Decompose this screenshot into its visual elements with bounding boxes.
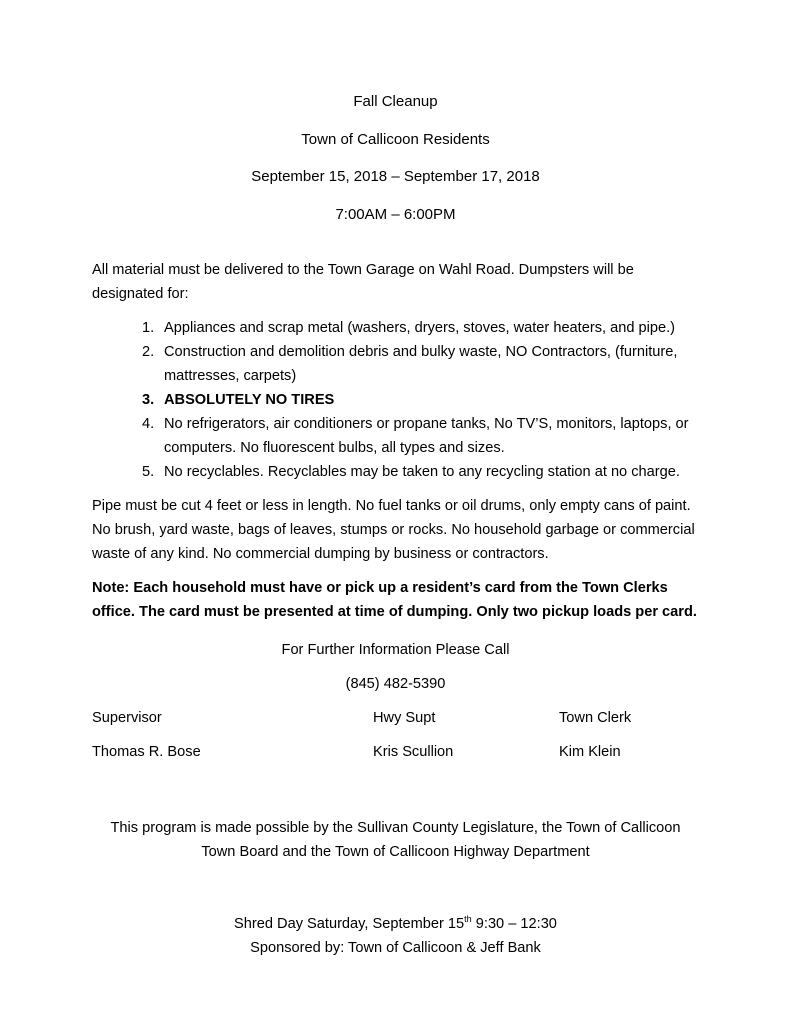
- heading-hours: 7:00AM – 6:00PM: [335, 205, 456, 223]
- list-item-text: No recyclables. Recyclables may be taken to any recycling station at no charge.: [164, 464, 680, 480]
- contact-name-hwy-supt: Kris Scullion: [373, 744, 454, 760]
- spacer: [92, 624, 699, 638]
- list-item: [92, 316, 699, 340]
- spacer-cell: [92, 730, 373, 740]
- spacer-cell: [373, 730, 559, 740]
- heading-audience: Town of Callicoon Residents: [301, 130, 490, 148]
- list-item-text: ABSOLUTELY NO TIRES: [164, 392, 335, 408]
- heading-block: [92, 0, 699, 222]
- note-paragraph: Note: Each household must have or pick up a resident’s card from the Town Clerks office. The card must be presented at time of dumping. Only two pickup loads per card.: [92, 580, 697, 620]
- contact-name-supervisor: Thomas R. Bose: [92, 744, 201, 760]
- contact-phone: (845) 482-5390: [345, 676, 446, 692]
- spacer: [92, 484, 699, 494]
- intro-paragraph: All material must be delivered to the Town Garage on Wahl Road. Dumpsters will be designated for:: [92, 262, 634, 302]
- spacer: [92, 796, 699, 816]
- list-item: [92, 412, 699, 460]
- heading-dates: September 15, 2018 – September 17, 2018: [251, 168, 540, 185]
- spacer: [92, 566, 699, 576]
- list-marker: 3.: [142, 392, 155, 408]
- contacts-row-gap: [92, 730, 699, 740]
- list-marker: 1.: [142, 320, 155, 336]
- spacer: [92, 306, 699, 316]
- document-content: [92, 0, 699, 960]
- shred-sponsor-line: Sponsored by: Town of Callicoon & Jeff Bank: [250, 940, 541, 956]
- contact-name-town-clerk: Kim Klein: [559, 744, 621, 760]
- further-info-heading: For Further Information Please Call: [281, 642, 510, 658]
- list-item-text: No refrigerators, air conditioners or propane tanks, No TV’S, monitors, laptops, or computers. No fluorescent bulbs, all types and sizes.: [164, 416, 689, 456]
- spacer: [92, 864, 699, 896]
- contacts-names-row: [92, 740, 699, 764]
- spacer: [92, 662, 699, 672]
- spacer: [92, 244, 699, 258]
- list-marker: 5.: [142, 464, 155, 480]
- shred-day-line: [92, 912, 699, 936]
- contact-title-hwy-supt: Hwy Supt: [373, 710, 436, 726]
- contacts-table: [92, 706, 699, 764]
- list-marker: 4.: [142, 416, 155, 432]
- accepted-materials-list: [92, 316, 699, 484]
- list-item: [92, 340, 699, 388]
- shred-day-suffix: 9:30 – 12:30: [471, 916, 557, 932]
- restrictions-paragraph: Pipe must be cut 4 feet or less in length. No fuel tanks or oil drums, only empty cans of paint. No brush, yard waste, bags of leaves, stumps or rocks. No household garbage or commercial waste of any kind. No commercial dumping by business or contractors.: [92, 498, 695, 562]
- spacer: [92, 896, 699, 912]
- contact-title-town-clerk: Town Clerk: [559, 710, 632, 726]
- list-marker: 2.: [142, 344, 155, 360]
- list-item-text: Construction and demolition debris and bulky waste, NO Contractors, (furniture, mattresses, carpets): [164, 344, 678, 384]
- spacer: [92, 764, 699, 796]
- contacts-titles-row: [92, 706, 699, 730]
- sponsor-paragraph: This program is made possible by the Sullivan County Legislature, the Town of Callicoon Town Board and the Town of Callicoon Highway Department: [110, 820, 681, 860]
- list-item-text: Appliances and scrap metal (washers, dryers, stoves, water heaters, and pipe.): [164, 320, 676, 336]
- list-item: [92, 388, 699, 412]
- spacer-cell: [559, 730, 699, 740]
- list-item: [92, 460, 699, 484]
- shred-day-prefix: Shred Day Saturday, September 15: [234, 916, 465, 932]
- heading-title: Fall Cleanup: [353, 93, 438, 110]
- spacer: [92, 696, 699, 706]
- contact-title-supervisor: Supervisor: [92, 710, 162, 726]
- shred-day-superscript: th: [464, 914, 472, 925]
